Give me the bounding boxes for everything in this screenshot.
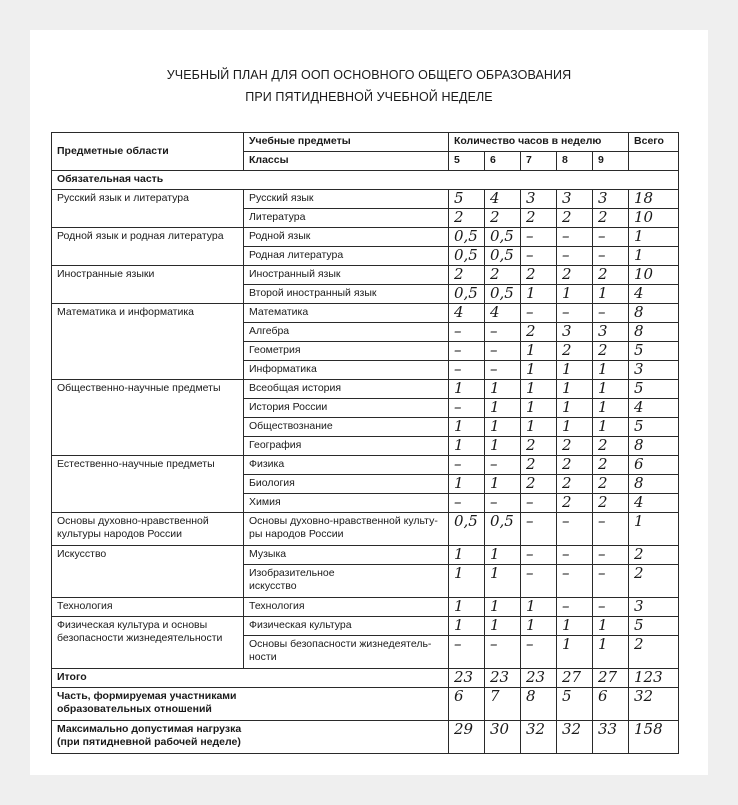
totals-row — [52, 669, 679, 688]
total-hours-cell: 1 — [629, 247, 679, 266]
hours-cell: 3 — [593, 323, 629, 342]
hours-cell: 2 — [557, 437, 593, 456]
hours-cell: 2 — [521, 456, 557, 475]
area-cell: Общественно-научные предметы — [52, 380, 244, 456]
hours-cell: 2 — [449, 266, 485, 285]
hours-cell: 1 — [449, 418, 485, 437]
subject-cell: Основы духовно-нравственной культу- ры народов России — [244, 513, 449, 546]
hours-cell: 1 — [521, 617, 557, 636]
hours-cell: 33 — [593, 721, 629, 754]
hours-cell: 1 — [485, 380, 521, 399]
hours-cell: – — [593, 598, 629, 617]
total-hours-cell: 8 — [629, 323, 679, 342]
subject-cell: Основы безопасности жизнедеятель- ности — [244, 636, 449, 669]
grade-5: 5 — [449, 152, 485, 171]
hours-cell: 6 — [593, 688, 629, 721]
hours-cell: 8 — [521, 688, 557, 721]
table-row — [52, 546, 679, 565]
hours-cell: 2 — [593, 494, 629, 513]
hours-cell: 1 — [593, 617, 629, 636]
hours-cell: 5 — [449, 190, 485, 209]
hours-cell: – — [557, 598, 593, 617]
area-cell: Родной язык и родная литература — [52, 228, 244, 266]
hours-cell: 1 — [593, 361, 629, 380]
hours-cell: 3 — [557, 323, 593, 342]
total-hours-cell: 5 — [629, 617, 679, 636]
hours-cell: 4 — [485, 190, 521, 209]
area-cell: Математика и информатика — [52, 304, 244, 380]
subject-cell: Технология — [244, 598, 449, 617]
total-hours-cell: 4 — [629, 399, 679, 418]
hours-cell: 2 — [521, 437, 557, 456]
hours-cell: 0,5 — [485, 285, 521, 304]
hours-cell: 1 — [485, 475, 521, 494]
hours-cell: 1 — [521, 342, 557, 361]
hours-cell: 3 — [593, 190, 629, 209]
hours-cell: 2 — [485, 209, 521, 228]
total-hours-cell: 5 — [629, 418, 679, 437]
area-cell: Иностранные языки — [52, 266, 244, 304]
subject-cell: Иностранный язык — [244, 266, 449, 285]
hours-cell: – — [449, 399, 485, 418]
area-cell: Искусство — [52, 546, 244, 598]
hours-cell: – — [485, 342, 521, 361]
table-row — [52, 513, 679, 546]
hours-cell: 0,5 — [449, 513, 485, 546]
hours-cell: – — [485, 323, 521, 342]
hours-cell: – — [485, 361, 521, 380]
totals-row — [52, 721, 679, 754]
total-hours-cell: 32 — [629, 688, 679, 721]
hours-cell: 30 — [485, 721, 521, 754]
grade-6: 6 — [485, 152, 521, 171]
hours-cell: 1 — [449, 437, 485, 456]
total-hours-cell: 1 — [629, 228, 679, 247]
hours-cell: – — [593, 304, 629, 323]
hours-cell: 2 — [593, 456, 629, 475]
table-row — [52, 304, 679, 323]
hours-cell: 2 — [485, 266, 521, 285]
hours-cell: – — [557, 228, 593, 247]
hours-cell: 2 — [557, 266, 593, 285]
hours-cell: 1 — [593, 380, 629, 399]
hours-cell: 2 — [557, 494, 593, 513]
hours-cell: 23 — [485, 669, 521, 688]
hours-cell: 2 — [593, 475, 629, 494]
totals-label: Часть, формируемая участниками образовательных отношений — [52, 688, 449, 721]
subject-cell: Геометрия — [244, 342, 449, 361]
hours-cell: – — [593, 546, 629, 565]
hours-cell: 1 — [593, 285, 629, 304]
hours-cell: 1 — [557, 418, 593, 437]
table-row — [52, 380, 679, 399]
header-total: Всего — [629, 133, 679, 152]
total-hours-cell: 2 — [629, 546, 679, 565]
hours-cell: 2 — [557, 475, 593, 494]
total-hours-cell: 8 — [629, 304, 679, 323]
hours-cell: 1 — [485, 418, 521, 437]
hours-cell: – — [593, 247, 629, 266]
total-hours-cell: 158 — [629, 721, 679, 754]
table-row — [52, 456, 679, 475]
header-total-empty — [629, 152, 679, 171]
total-hours-cell: 2 — [629, 565, 679, 598]
hours-cell: – — [521, 494, 557, 513]
hours-cell: 1 — [521, 598, 557, 617]
header-areas: Предметные области — [52, 133, 244, 171]
hours-cell: 2 — [557, 456, 593, 475]
hours-cell: 1 — [485, 565, 521, 598]
subject-cell: Второй иностранный язык — [244, 285, 449, 304]
subject-cell: Обществознание — [244, 418, 449, 437]
hours-cell: 1 — [557, 399, 593, 418]
hours-cell: 0,5 — [485, 513, 521, 546]
hours-cell: 1 — [449, 565, 485, 598]
grade-9: 9 — [593, 152, 629, 171]
total-hours-cell: 10 — [629, 266, 679, 285]
area-cell: Основы духовно-нравственной культуры народов России — [52, 513, 244, 546]
total-hours-cell: 3 — [629, 598, 679, 617]
hours-cell: 1 — [521, 380, 557, 399]
hours-cell: 0,5 — [485, 247, 521, 266]
hours-cell: 7 — [485, 688, 521, 721]
hours-cell: – — [449, 361, 485, 380]
hours-cell: – — [557, 565, 593, 598]
totals-label: Максимально допустимая нагрузка (при пятидневной рабочей неделе) — [52, 721, 449, 754]
hours-cell: – — [449, 456, 485, 475]
hours-cell: – — [593, 565, 629, 598]
hours-cell: 23 — [449, 669, 485, 688]
hours-cell: 1 — [449, 475, 485, 494]
subject-cell: Физическая культура — [244, 617, 449, 636]
hours-cell: 5 — [557, 688, 593, 721]
subject-cell: Алгебра — [244, 323, 449, 342]
hours-cell: – — [557, 247, 593, 266]
area-cell: Русский язык и литература — [52, 190, 244, 228]
hours-cell: 32 — [557, 721, 593, 754]
hours-cell: 1 — [593, 418, 629, 437]
header-hours: Количество часов в неделю — [449, 133, 629, 152]
hours-cell: 0,5 — [449, 228, 485, 247]
table-row — [52, 598, 679, 617]
hours-cell: 1 — [557, 380, 593, 399]
hours-cell: – — [449, 342, 485, 361]
subject-cell: Информатика — [244, 361, 449, 380]
hours-cell: 1 — [449, 617, 485, 636]
hours-cell: 2 — [449, 209, 485, 228]
hours-cell: – — [521, 247, 557, 266]
subject-cell: Русский язык — [244, 190, 449, 209]
hours-cell: 2 — [593, 342, 629, 361]
hours-cell: 2 — [593, 266, 629, 285]
total-hours-cell: 4 — [629, 285, 679, 304]
hours-cell: 1 — [557, 636, 593, 669]
subject-cell: Физика — [244, 456, 449, 475]
totals-row — [52, 688, 679, 721]
hours-cell: 3 — [521, 190, 557, 209]
total-hours-cell: 3 — [629, 361, 679, 380]
document-title: УЧЕБНЫЙ ПЛАН ДЛЯ ООП ОСНОВНОГО ОБЩЕГО ОБРАЗОВАНИЯ — [166, 68, 572, 82]
hours-cell: 1 — [557, 617, 593, 636]
hours-cell: 32 — [521, 721, 557, 754]
hours-cell: – — [485, 456, 521, 475]
hours-cell: 1 — [485, 437, 521, 456]
hours-cell: 2 — [593, 437, 629, 456]
hours-cell: 1 — [449, 598, 485, 617]
hours-cell: – — [557, 513, 593, 546]
hours-cell: 1 — [485, 546, 521, 565]
hours-cell: 0,5 — [449, 285, 485, 304]
table-row — [52, 190, 679, 209]
hours-cell: – — [521, 513, 557, 546]
subject-cell: Музыка — [244, 546, 449, 565]
hours-cell: – — [593, 513, 629, 546]
hours-cell: – — [521, 565, 557, 598]
hours-cell: – — [557, 304, 593, 323]
hours-cell: 4 — [485, 304, 521, 323]
hours-cell: 1 — [521, 399, 557, 418]
hours-cell: 2 — [593, 209, 629, 228]
hours-cell: 1 — [485, 617, 521, 636]
hours-cell: 6 — [449, 688, 485, 721]
hours-cell: – — [521, 228, 557, 247]
hours-cell: 1 — [521, 361, 557, 380]
hours-cell: 1 — [593, 636, 629, 669]
subject-cell: Изобразительное искусство — [244, 565, 449, 598]
grade-8: 8 — [557, 152, 593, 171]
section-mandatory: Обязательная часть — [52, 171, 679, 190]
subject-cell: Родная литература — [244, 247, 449, 266]
subject-cell: Биология — [244, 475, 449, 494]
hours-cell: – — [449, 323, 485, 342]
hours-cell: – — [521, 546, 557, 565]
header-classes: Классы — [244, 152, 449, 171]
total-hours-cell: 1 — [629, 513, 679, 546]
hours-cell: – — [521, 304, 557, 323]
hours-cell: 1 — [449, 380, 485, 399]
document-page — [30, 30, 708, 775]
curriculum-table — [51, 132, 679, 754]
table-row — [52, 266, 679, 285]
total-hours-cell: 8 — [629, 475, 679, 494]
grade-7: 7 — [521, 152, 557, 171]
hours-cell: 4 — [449, 304, 485, 323]
total-hours-cell: 18 — [629, 190, 679, 209]
hours-cell: – — [557, 546, 593, 565]
area-cell: Физическая культура и основы безопасности жизнедеятельности — [52, 617, 244, 669]
hours-cell: – — [593, 228, 629, 247]
area-cell: Естественно-научные предметы — [52, 456, 244, 513]
subject-cell: История России — [244, 399, 449, 418]
hours-cell: 2 — [557, 342, 593, 361]
hours-cell: 2 — [521, 209, 557, 228]
hours-cell: 29 — [449, 721, 485, 754]
hours-cell: 1 — [521, 418, 557, 437]
hours-cell: 1 — [521, 285, 557, 304]
hours-cell: – — [449, 494, 485, 513]
hours-cell: – — [485, 636, 521, 669]
hours-cell: 1 — [557, 361, 593, 380]
hours-cell: 2 — [557, 209, 593, 228]
total-hours-cell: 4 — [629, 494, 679, 513]
hours-cell: 2 — [521, 266, 557, 285]
header-subjects: Учебные предметы — [244, 133, 449, 152]
subject-cell: Всеобщая история — [244, 380, 449, 399]
hours-cell: – — [485, 494, 521, 513]
hours-cell: 23 — [521, 669, 557, 688]
subject-cell: Литература — [244, 209, 449, 228]
hours-cell: 27 — [593, 669, 629, 688]
total-hours-cell: 8 — [629, 437, 679, 456]
hours-cell: 2 — [521, 323, 557, 342]
subject-cell: Химия — [244, 494, 449, 513]
hours-cell: – — [521, 636, 557, 669]
totals-label: Итого — [52, 669, 449, 688]
subject-cell: Родной язык — [244, 228, 449, 247]
hours-cell: 0,5 — [449, 247, 485, 266]
total-hours-cell: 2 — [629, 636, 679, 669]
hours-cell: 1 — [557, 285, 593, 304]
total-hours-cell: 10 — [629, 209, 679, 228]
total-hours-cell: 123 — [629, 669, 679, 688]
subject-cell: Математика — [244, 304, 449, 323]
total-hours-cell: 5 — [629, 342, 679, 361]
hours-cell: 1 — [449, 546, 485, 565]
area-cell: Технология — [52, 598, 244, 617]
hours-cell: 0,5 — [485, 228, 521, 247]
total-hours-cell: 6 — [629, 456, 679, 475]
hours-cell: 3 — [557, 190, 593, 209]
hours-cell: – — [449, 636, 485, 669]
table-row — [52, 228, 679, 247]
hours-cell: 1 — [593, 399, 629, 418]
hours-cell: 27 — [557, 669, 593, 688]
hours-cell: 2 — [521, 475, 557, 494]
total-hours-cell: 5 — [629, 380, 679, 399]
hours-cell: 1 — [485, 598, 521, 617]
document-subtitle: ПРИ ПЯТИДНЕВНОЙ УЧЕБНОЙ НЕДЕЛЕ — [245, 90, 493, 104]
hours-cell: 1 — [485, 399, 521, 418]
table-row — [52, 617, 679, 636]
subject-cell: География — [244, 437, 449, 456]
